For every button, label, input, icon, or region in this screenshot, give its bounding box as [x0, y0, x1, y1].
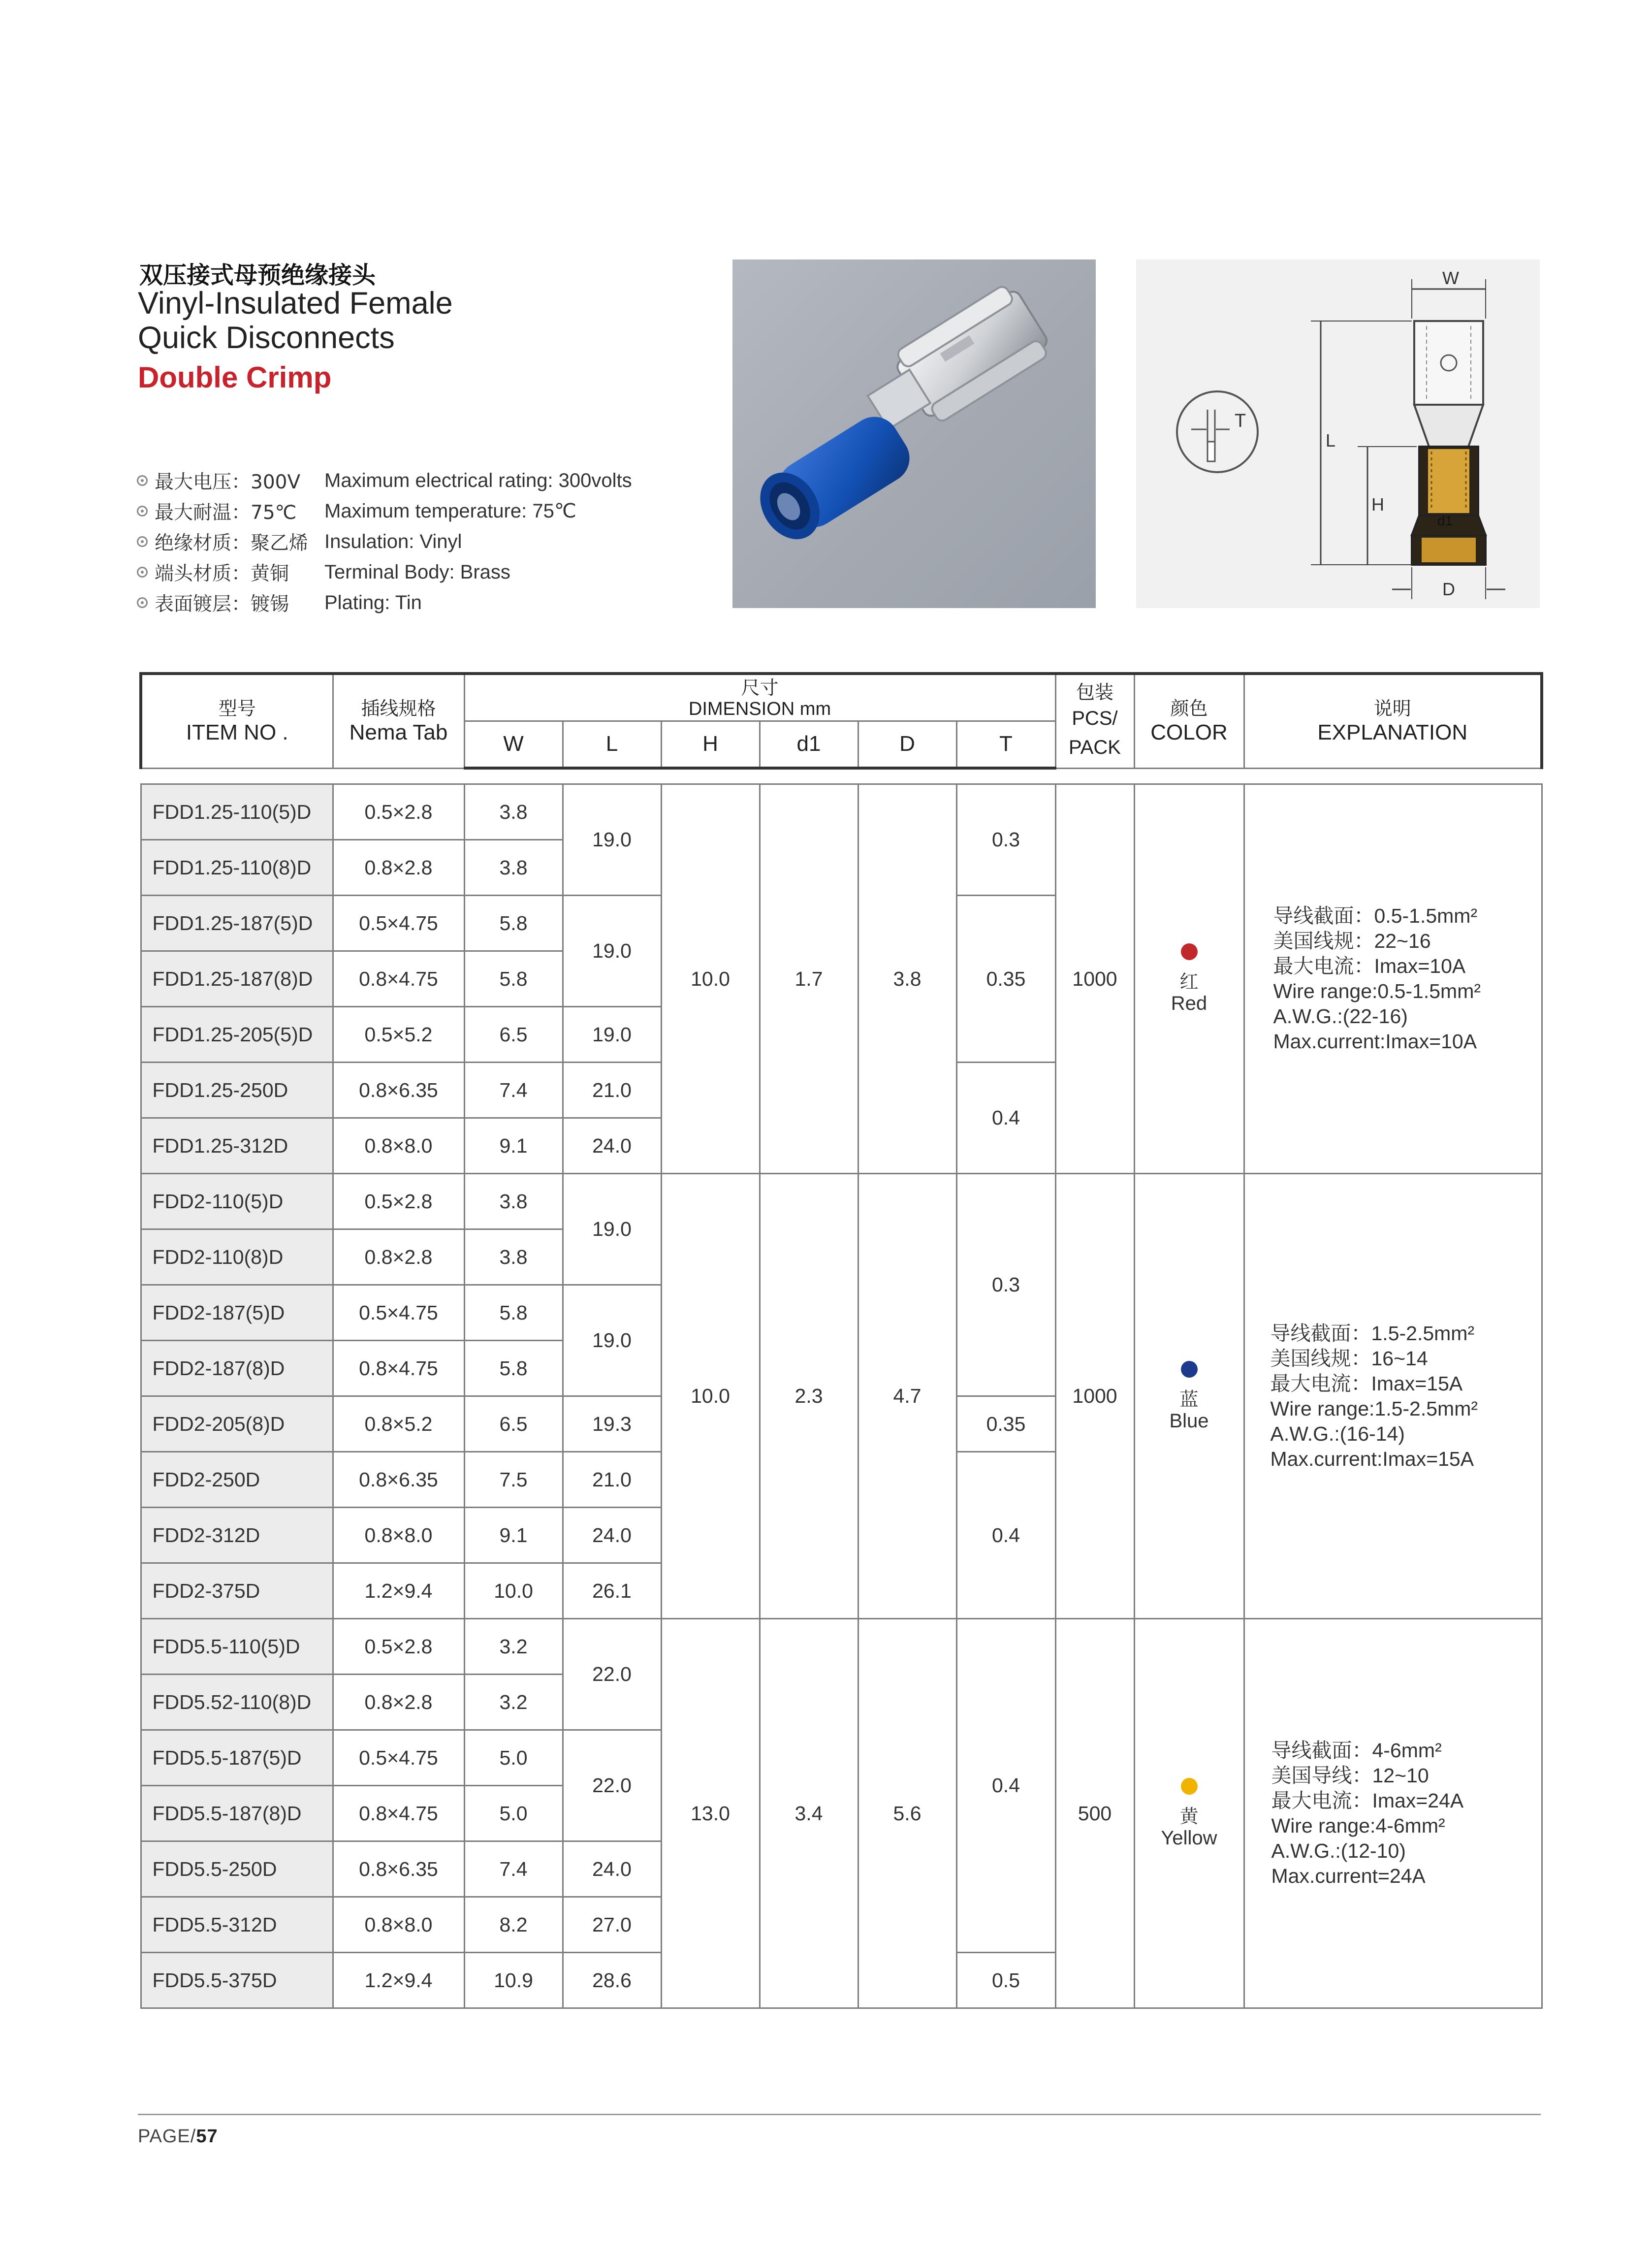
- item-no: FDD5.52-110(8)D: [141, 1675, 333, 1730]
- w-value: 7.4: [464, 1841, 563, 1897]
- explanation-line: Wire range:0.5-1.5mm²: [1273, 980, 1481, 1002]
- l-value: 19.0: [563, 896, 661, 1007]
- header-d1: d1: [760, 721, 858, 768]
- bullet-icon: [137, 506, 148, 516]
- bullet-icon: [137, 536, 148, 547]
- spec-en: Terminal Body: Brass: [324, 561, 510, 583]
- l-value: 24.0: [563, 1118, 661, 1174]
- l-value: 22.0: [563, 1730, 661, 1841]
- w-label: W: [1442, 268, 1459, 288]
- explanation-line: Max.current:Imax=10A: [1273, 1030, 1477, 1053]
- header-dimension: [464, 674, 1055, 721]
- w-value: 9.1: [464, 1508, 563, 1563]
- item-no: FDD5.5-375D: [141, 1953, 333, 2008]
- spec-en: Insulation: Vinyl: [324, 530, 462, 552]
- subtitle-double-crimp: Double Crimp: [138, 361, 332, 394]
- header-explanation: [1244, 674, 1542, 768]
- w-value: 5.8: [464, 951, 563, 1007]
- d-value: 3.8: [858, 784, 956, 1174]
- page-label: [138, 2126, 218, 2147]
- l-value: 27.0: [563, 1897, 661, 1953]
- spec-row: [137, 465, 632, 496]
- nema-tab: 0.5×2.8: [333, 1619, 464, 1675]
- spec-row: [137, 587, 632, 618]
- d1-label: d1: [1437, 513, 1453, 528]
- nema-tab: 0.8×8.0: [333, 1897, 464, 1953]
- nema-tab: 0.5×4.75: [333, 1285, 464, 1341]
- header-pack: [1055, 674, 1134, 768]
- nema-tab: 0.5×5.2: [333, 1007, 464, 1063]
- bullet-icon: [137, 475, 148, 486]
- item-no: FDD5.5-187(8)D: [141, 1786, 333, 1841]
- w-value: 3.8: [464, 1229, 563, 1285]
- explanation-line: 美国导线：12~10: [1271, 1764, 1429, 1787]
- explanation-line: Wire range:1.5-2.5mm²: [1270, 1397, 1478, 1420]
- color-dot-icon: [1181, 943, 1198, 960]
- header-pack-en2: PACK: [1069, 736, 1121, 758]
- spec-cn: 绝缘材质：聚乙烯: [155, 532, 309, 554]
- d1-value: 3.4: [760, 1619, 858, 2008]
- explanation-line: 美国线规：16~14: [1270, 1347, 1428, 1370]
- item-no: FDD1.25-187(8)D: [141, 951, 333, 1007]
- item-no: FDD1.25-205(5)D: [141, 1007, 333, 1063]
- header-tab-cn: 插线规格: [361, 697, 436, 719]
- spec-table-wrapper: [139, 672, 1540, 2009]
- footer-divider: [138, 2114, 1541, 2115]
- header-expl-cn: 说明: [1373, 697, 1411, 719]
- color-dot-icon: [1181, 1778, 1198, 1795]
- spec-en: Maximum temperature: 75℃: [324, 500, 576, 522]
- spec-cn: 最大电压：300V: [155, 471, 301, 493]
- w-value: 7.5: [464, 1452, 563, 1508]
- nema-tab: 0.8×8.0: [333, 1508, 464, 1563]
- color-dot-icon: [1181, 1361, 1198, 1378]
- color-en: Yellow: [1161, 1827, 1217, 1849]
- header-w: W: [464, 721, 563, 768]
- nema-tab: 0.5×4.75: [333, 896, 464, 951]
- explanation-line: 最大电流：Imax=24A: [1271, 1789, 1464, 1812]
- table-row: [141, 1619, 1542, 1675]
- t-value: 0.4: [956, 1452, 1055, 1619]
- bullet-icon: [137, 567, 148, 578]
- color-cell: [1134, 784, 1244, 1174]
- l-value: 19.0: [563, 784, 661, 896]
- t-value: 0.35: [956, 896, 1055, 1063]
- explanation-line: A.W.G.:(16-14): [1270, 1422, 1405, 1445]
- header-expl-en: EXPLANATION: [1317, 720, 1468, 744]
- color-en: Blue: [1169, 1410, 1209, 1432]
- nema-tab: 0.8×2.8: [333, 840, 464, 896]
- header-item-en: ITEM NO .: [186, 720, 288, 744]
- spec-list: [137, 465, 632, 618]
- nema-tab: 1.2×9.4: [333, 1563, 464, 1619]
- w-value: 10.0: [464, 1563, 563, 1619]
- color-cell: [1134, 1174, 1244, 1619]
- w-value: 3.8: [464, 840, 563, 896]
- header-tab: [333, 674, 464, 768]
- l-value: 19.0: [563, 1285, 661, 1396]
- dimension-drawing: [1136, 259, 1540, 608]
- dimension-drawing-svg: [1136, 259, 1540, 608]
- w-value: 8.2: [464, 1897, 563, 1953]
- nema-tab: 0.5×2.8: [333, 784, 464, 840]
- nema-tab: 0.8×6.35: [333, 1452, 464, 1508]
- item-no: FDD1.25-110(8)D: [141, 840, 333, 896]
- nema-tab: 0.8×4.75: [333, 1341, 464, 1396]
- item-no: FDD2-375D: [141, 1563, 333, 1619]
- header-l: L: [563, 721, 661, 768]
- item-no: FDD2-110(8)D: [141, 1229, 333, 1285]
- item-no: FDD5.5-312D: [141, 1897, 333, 1953]
- l-value: 24.0: [563, 1508, 661, 1563]
- page-prefix: PAGE/: [138, 2126, 196, 2147]
- nema-tab: 1.2×9.4: [333, 1953, 464, 2008]
- explanation-line: Wire range:4-6mm²: [1271, 1814, 1445, 1837]
- t-label: T: [1235, 411, 1246, 431]
- explanation-line: 导线截面：1.5-2.5mm²: [1270, 1322, 1475, 1345]
- l-label: L: [1326, 430, 1336, 451]
- header-color: [1134, 674, 1244, 768]
- t-value: 0.4: [956, 1619, 1055, 1953]
- explanation-line: A.W.G.:(12-10): [1271, 1839, 1406, 1862]
- nema-tab: 0.8×4.75: [333, 951, 464, 1007]
- item-no: FDD5.5-110(5)D: [141, 1619, 333, 1675]
- header-dim-en: DIMENSION mm: [688, 698, 831, 719]
- h-value: 13.0: [661, 1619, 760, 2008]
- l-value: 19.0: [563, 1007, 661, 1063]
- l-value: 26.1: [563, 1563, 661, 1619]
- product-photo: [732, 259, 1096, 608]
- page-number: 57: [196, 2126, 218, 2147]
- w-value: 7.4: [464, 1063, 563, 1118]
- detail-circle: [1177, 391, 1258, 472]
- explanation-line: Max.current:Imax=15A: [1270, 1447, 1474, 1470]
- d1-value: 2.3: [760, 1174, 858, 1619]
- l-value: 19.0: [563, 1174, 661, 1285]
- nema-tab: 0.8×5.2: [333, 1396, 464, 1452]
- item-no: FDD1.25-110(5)D: [141, 784, 333, 840]
- pack-value: 1000: [1055, 784, 1134, 1174]
- h-value: 10.0: [661, 1174, 760, 1619]
- item-no: FDD1.25-187(5)D: [141, 896, 333, 951]
- d-value: 4.7: [858, 1174, 956, 1619]
- w-value: 3.8: [464, 1174, 563, 1229]
- explanation-cell: [1244, 1174, 1542, 1619]
- color-cn: 蓝: [1179, 1388, 1199, 1410]
- explanation-cell: [1244, 1619, 1542, 2008]
- nema-tab: 0.8×4.75: [333, 1786, 464, 1841]
- h-label: H: [1371, 494, 1384, 515]
- bullet-icon: [137, 597, 148, 608]
- title-english-line2: Quick Disconnects: [138, 321, 395, 355]
- spec-cn: 端头材质：黄铜: [155, 563, 289, 585]
- explanation-line: A.W.G.:(22-16): [1273, 1005, 1408, 1028]
- l-value: 22.0: [563, 1619, 661, 1730]
- nema-tab: 0.5×2.8: [333, 1174, 464, 1229]
- t-value: 0.4: [956, 1063, 1055, 1174]
- d-label: D: [1442, 579, 1455, 599]
- w-value: 3.2: [464, 1675, 563, 1730]
- header-dim-cn: 尺寸: [741, 677, 779, 699]
- l-value: 21.0: [563, 1063, 661, 1118]
- d-value: 5.6: [858, 1619, 956, 2008]
- header-tab-en: Nema Tab: [349, 720, 448, 744]
- t-value: 0.5: [956, 1953, 1055, 2008]
- nema-tab: 0.8×6.35: [333, 1841, 464, 1897]
- pack-value: 1000: [1055, 1174, 1134, 1619]
- item-no: FDD2-312D: [141, 1508, 333, 1563]
- w-value: 3.2: [464, 1619, 563, 1675]
- spec-en: Maximum electrical rating: 300volts: [324, 469, 632, 491]
- nema-tab: 0.8×2.8: [333, 1229, 464, 1285]
- w-value: 5.0: [464, 1730, 563, 1786]
- t-value: 0.35: [956, 1396, 1055, 1452]
- l-value: 28.6: [563, 1953, 661, 2008]
- spec-table: [139, 672, 1543, 2009]
- w-value: 5.8: [464, 896, 563, 951]
- explanation-line: Max.current=24A: [1271, 1865, 1426, 1887]
- connector-photo-illustration: [732, 259, 1096, 608]
- item-no: FDD2-205(8)D: [141, 1396, 333, 1452]
- color-cell: [1134, 1619, 1244, 2008]
- w-value: 10.9: [464, 1953, 563, 2008]
- color-en: Red: [1171, 993, 1207, 1014]
- w-value: 5.8: [464, 1341, 563, 1396]
- header-d: D: [858, 721, 956, 768]
- spec-row: [137, 496, 632, 526]
- color-cn: 红: [1179, 971, 1199, 993]
- t-value: 0.3: [956, 784, 1055, 896]
- header-h: H: [661, 721, 760, 768]
- spec-cn: 最大耐温：75℃: [155, 502, 297, 524]
- explanation-line: 导线截面：0.5-1.5mm²: [1273, 904, 1478, 927]
- explanation-line: 导线截面：4-6mm²: [1271, 1739, 1442, 1762]
- title-chinese: 双压接式母预绝缘接头: [139, 261, 376, 289]
- nema-tab: 0.8×2.8: [333, 1675, 464, 1730]
- w-value: 6.5: [464, 1007, 563, 1063]
- spec-cn: 表面镀层：镀锡: [155, 593, 289, 615]
- item-no: FDD1.25-250D: [141, 1063, 333, 1118]
- l-value: 19.3: [563, 1396, 661, 1452]
- explanation-line: 最大电流：Imax=15A: [1270, 1372, 1463, 1395]
- item-no: FDD1.25-312D: [141, 1118, 333, 1174]
- pack-value: 500: [1055, 1619, 1134, 2008]
- header-pack-en1: PCS/: [1072, 707, 1118, 729]
- w-value: 5.0: [464, 1786, 563, 1841]
- h-value: 10.0: [661, 784, 760, 1174]
- l-value: 21.0: [563, 1452, 661, 1508]
- w-value: 5.8: [464, 1285, 563, 1341]
- item-no: FDD2-110(5)D: [141, 1174, 333, 1229]
- header-pack-cn: 包装: [1076, 681, 1113, 703]
- table-row: [141, 784, 1542, 840]
- item-no: FDD2-187(8)D: [141, 1341, 333, 1396]
- color-cn: 黄: [1179, 1806, 1199, 1827]
- spec-en: Plating: Tin: [324, 591, 422, 613]
- item-no: FDD2-187(5)D: [141, 1285, 333, 1341]
- nema-tab: 0.5×4.75: [333, 1730, 464, 1786]
- header-color-cn: 颜色: [1170, 697, 1208, 719]
- header-item: [141, 674, 333, 768]
- explanation-cell: [1244, 784, 1542, 1174]
- title-english-line1: Vinyl-Insulated Female: [138, 286, 453, 321]
- table-body: [141, 784, 1542, 2008]
- explanation-line: 最大电流：Imax=10A: [1273, 955, 1466, 977]
- item-no: FDD5.5-250D: [141, 1841, 333, 1897]
- w-value: 3.8: [464, 784, 563, 840]
- t-value: 0.3: [956, 1174, 1055, 1396]
- w-value: 6.5: [464, 1396, 563, 1452]
- spec-row: [137, 526, 632, 557]
- spec-row: [137, 557, 632, 587]
- d1-value: 1.7: [760, 784, 858, 1174]
- item-no: FDD2-250D: [141, 1452, 333, 1508]
- nema-tab: 0.8×6.35: [333, 1063, 464, 1118]
- header-t: T: [956, 721, 1055, 768]
- header-item-cn: 型号: [218, 697, 256, 719]
- w-value: 9.1: [464, 1118, 563, 1174]
- item-no: FDD5.5-187(5)D: [141, 1730, 333, 1786]
- header-color-en: COLOR: [1150, 720, 1228, 744]
- explanation-line: 美国线规：22~16: [1273, 930, 1431, 952]
- l-value: 24.0: [563, 1841, 661, 1897]
- nema-tab: 0.8×8.0: [333, 1118, 464, 1174]
- table-row: [141, 1174, 1542, 1229]
